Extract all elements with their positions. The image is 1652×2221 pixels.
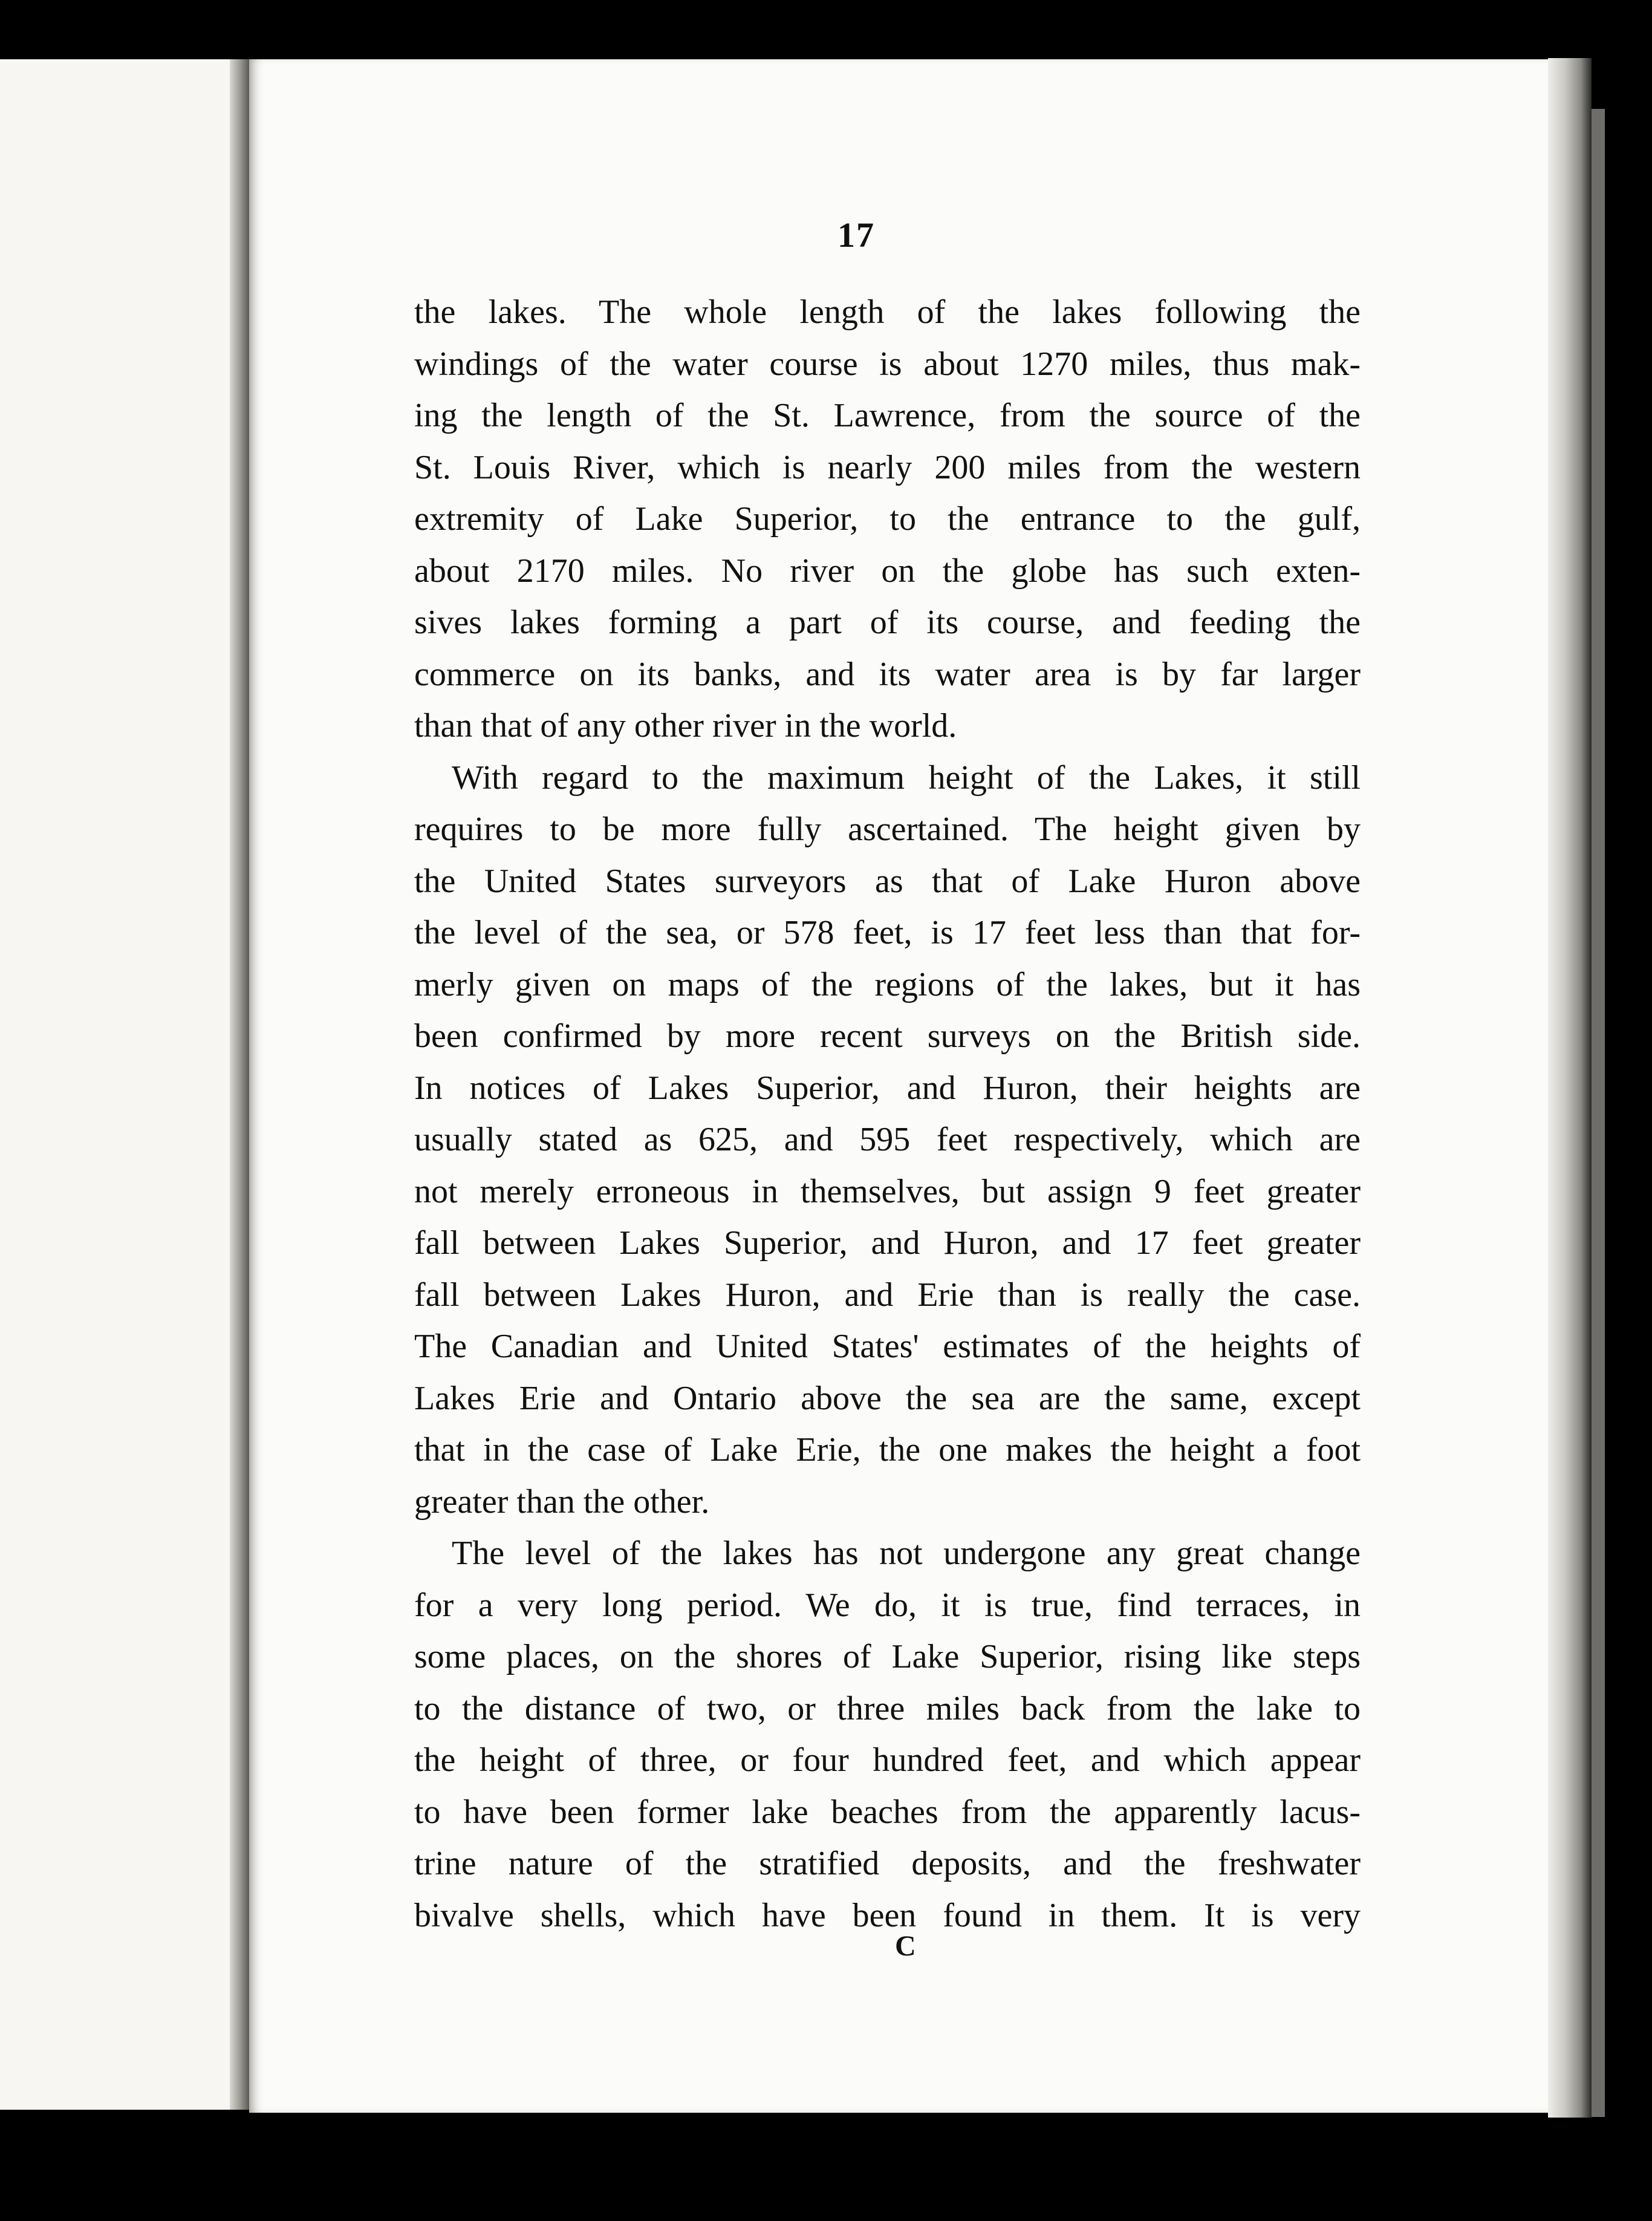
text-line: fall between Lakes Huron, and Erie than is really the case. [414, 1276, 1361, 1314]
signature-mark: C [895, 1930, 916, 1962]
text-line: windings of the water course is about 1270 miles, thus mak- [414, 345, 1361, 383]
text-line: trine nature of the stratified deposits, and the freshwater [414, 1845, 1361, 1882]
text-line: the level of the sea, or 578 feet, is 17 feet less than that for- [414, 914, 1361, 951]
text-line: Lakes Erie and Ontario above the sea are the same, except [414, 1379, 1361, 1417]
text-line: the United States surveyors as that of Lake Huron above [414, 862, 1361, 900]
paragraph [414, 752, 1361, 1528]
text-line: requires to be more fully ascertained. The height given by [414, 810, 1361, 848]
text-line: The Canadian and United States' estimates of the heights of [414, 1328, 1361, 1365]
text-line: St. Louis River, which is nearly 200 miles from the western [414, 448, 1361, 486]
text-line: than that of any other river in the world. [414, 707, 957, 745]
text-line: extremity of Lake Superior, to the entrance to the gulf, [414, 500, 1361, 538]
text-line: the lakes. The whole length of the lakes following the [414, 293, 1361, 331]
text-line: for a very long period. We do, it is true, find terraces, in [414, 1586, 1361, 1624]
text-line: bivalve shells, which have been found in them. It is very [414, 1896, 1361, 1934]
page-edge-shadow [1592, 109, 1605, 2117]
text-line: ing the length of the St. Lawrence, from the source of the [414, 397, 1361, 434]
text-line: With regard to the maximum height of the Lakes, it still [452, 758, 1361, 797]
text-line: The level of the lakes has not undergone any great change [452, 1534, 1361, 1572]
page-number: 17 [837, 215, 875, 255]
text-line: some places, on the shores of Lake Superior, rising like steps [414, 1638, 1361, 1675]
paragraph [414, 1528, 1361, 1942]
text-line: to have been former lake beaches from the apparently lacus- [414, 1793, 1361, 1831]
book-gutter [230, 59, 249, 2110]
text-line: been confirmed by more recent surveys on the British side. [414, 1017, 1361, 1055]
left-page [0, 59, 230, 2110]
text-line: In notices of Lakes Superior, and Huron, their heights are [414, 1069, 1361, 1107]
text-line: about 2170 miles. No river on the globe has such exten- [414, 552, 1361, 590]
text-line: greater than the other. [414, 1482, 710, 1521]
text-line: commerce on its banks, and its water area is by far larger [414, 655, 1361, 693]
text-line: sives lakes forming a part of its course, and feeding the [414, 604, 1361, 641]
text-line: merly given on maps of the regions of the lakes, but it has [414, 965, 1361, 1003]
text-line: usually stated as 625, and 595 feet respectively, which are [414, 1121, 1361, 1158]
body-text [414, 287, 1361, 1942]
text-line: that in the case of Lake Erie, the one makes the height a foot [414, 1431, 1361, 1469]
text-line: fall between Lakes Superior, and Huron, and 17 feet greater [414, 1224, 1361, 1262]
page-edge [1548, 58, 1592, 2118]
text-line: to the distance of two, or three miles back from the lake to [414, 1689, 1361, 1727]
text-line: the height of three, or four hundred feet, and which appear [414, 1741, 1361, 1779]
text-line: not merely erroneous in themselves, but assign 9 feet greater [414, 1172, 1361, 1210]
paragraph [414, 287, 1361, 752]
